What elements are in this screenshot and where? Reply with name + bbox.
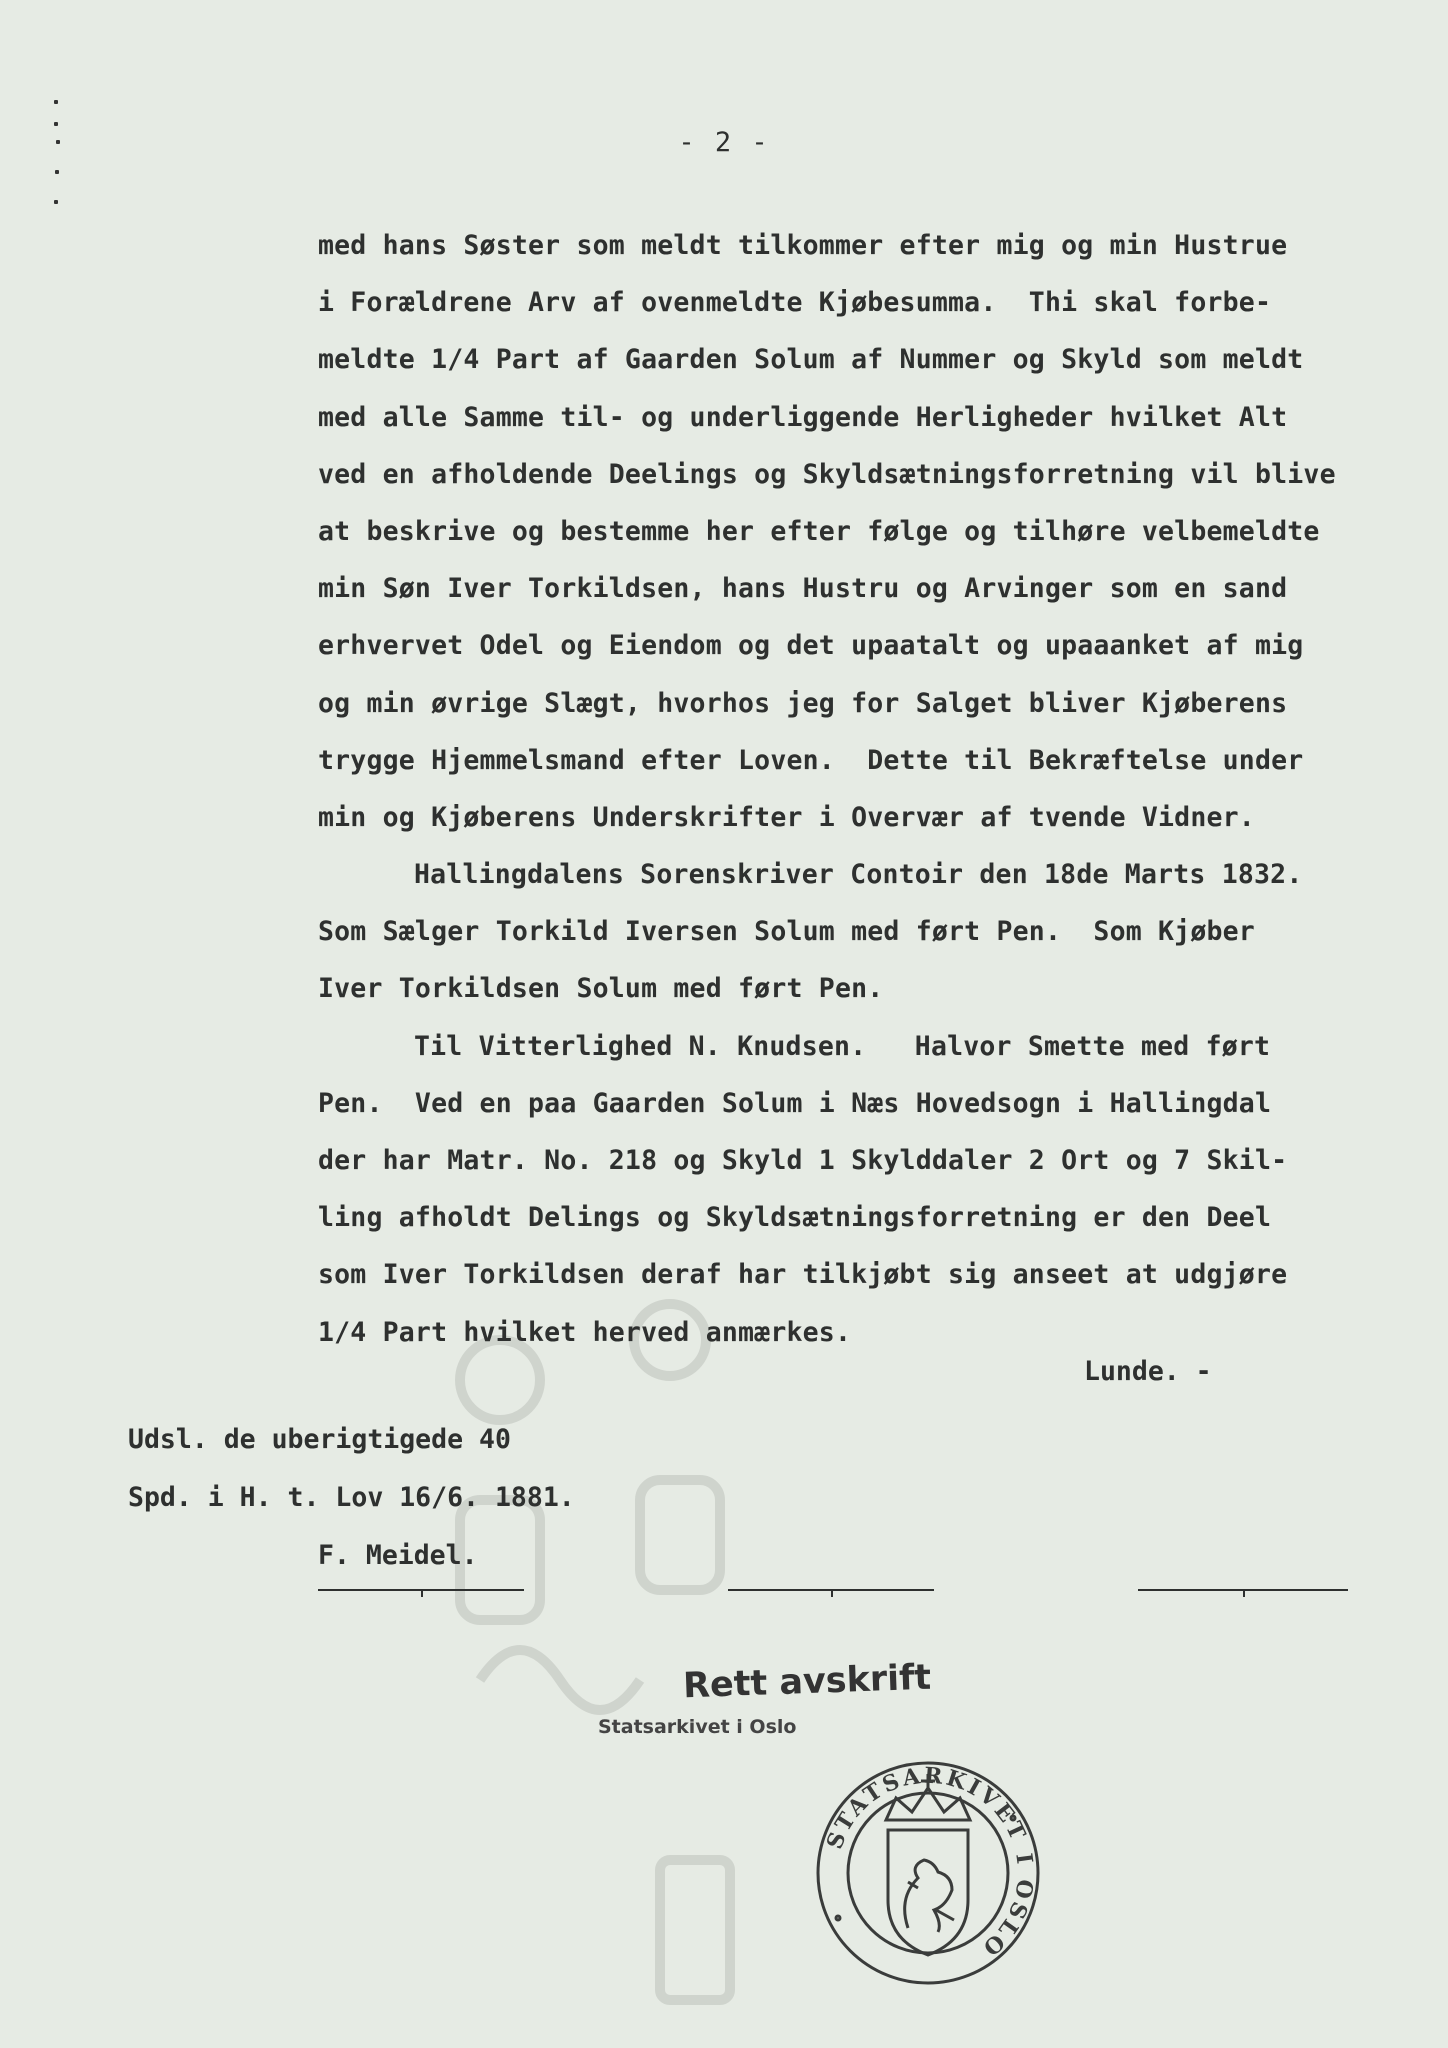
note-line: Spd. i H. t. Lov 16/6. 1881. xyxy=(128,1482,575,1513)
body-line: med hans Søster som meldt tilkommer efter mig og min Hustrue xyxy=(318,230,1288,261)
stamp-subtitle: Statsarkivet i Oslo xyxy=(598,1716,797,1738)
body-line: meldte 1/4 Part af Gaarden Solum af Nummer og Skyld som meldt xyxy=(318,344,1304,376)
body-line: Til Vitterlighed N. Knudsen. Halvor Smette med ført xyxy=(414,1030,1271,1062)
edge-marks xyxy=(54,100,66,220)
body-line: Iver Torkildsen Solum med ført Pen. xyxy=(318,973,884,1005)
body-line: Pen. Ved en paa Gaarden Solum i Næs Hovedsogn i Hallingdal xyxy=(318,1087,1272,1119)
body-line: med alle Samme til- og underliggende Herligheder hvilket Alt xyxy=(318,401,1288,433)
body-line: at beskrive og bestemme her efter følge og tilhøre velbemeldte xyxy=(318,515,1320,547)
bleed-through-ghost xyxy=(440,1260,760,2020)
signature-lunde: Lunde. - xyxy=(1084,1356,1212,1387)
seal-ring-text: STATSARKIVET I OSLO xyxy=(821,1762,1039,1963)
body-line: og min øvrige Slægt, hvorhos jeg for Salget bliver Kjøberens xyxy=(318,687,1288,719)
body-line: min Søn Iver Torkildsen, hans Hustru og Arvinger som en sand xyxy=(318,573,1288,605)
page-number: - 2 - xyxy=(678,127,770,158)
body-line: Som Sælger Torkild Iversen Solum med ført Pen. Som Kjøber xyxy=(318,916,1255,948)
stamp-title: Rett avskrift xyxy=(682,1657,932,1707)
body-line: erhvervet Odel og Eiendom og det upaatalt og upaaanket af mig xyxy=(318,630,1304,662)
body-line: som Iver Torkildsen deraf har tilkjøbt sig anseet at udgjøre xyxy=(318,1259,1288,1291)
document-body xyxy=(318,226,1428,1370)
archive-seal-icon xyxy=(808,1738,1048,1998)
body-line: 1/4 Part hvilket herved anmærkes. xyxy=(318,1316,852,1348)
body-line: ved en afholdende Deelings og Skyldsætningsforretning vil blive xyxy=(318,458,1336,490)
note-line: F. Meidel. xyxy=(318,1540,478,1571)
body-line: der har Matr. No. 218 og Skyld 1 Skylddaler 2 Ort og 7 Skil- xyxy=(318,1145,1288,1176)
body-line: Hallingdalens Sorenskriver Contoir den 18de Marts 1832. xyxy=(414,859,1303,891)
note-line: Udsl. de uberigtigede 40 xyxy=(128,1424,511,1455)
divider-rule xyxy=(1138,1589,1348,1591)
body-line: min og Kjøberens Underskrifter i Overvær af tvende Vidner. xyxy=(318,801,1255,833)
body-line: ling afholdt Delings og Skyldsætningsforretning er den Deel xyxy=(318,1202,1272,1234)
body-line: trygge Hjemmelsmand efter Loven. Dette til Bekræftelse under xyxy=(318,744,1304,776)
body-line: i Forældrene Arv af ovenmeldte Kjøbesumma. Thi skal forbe- xyxy=(318,287,1272,319)
